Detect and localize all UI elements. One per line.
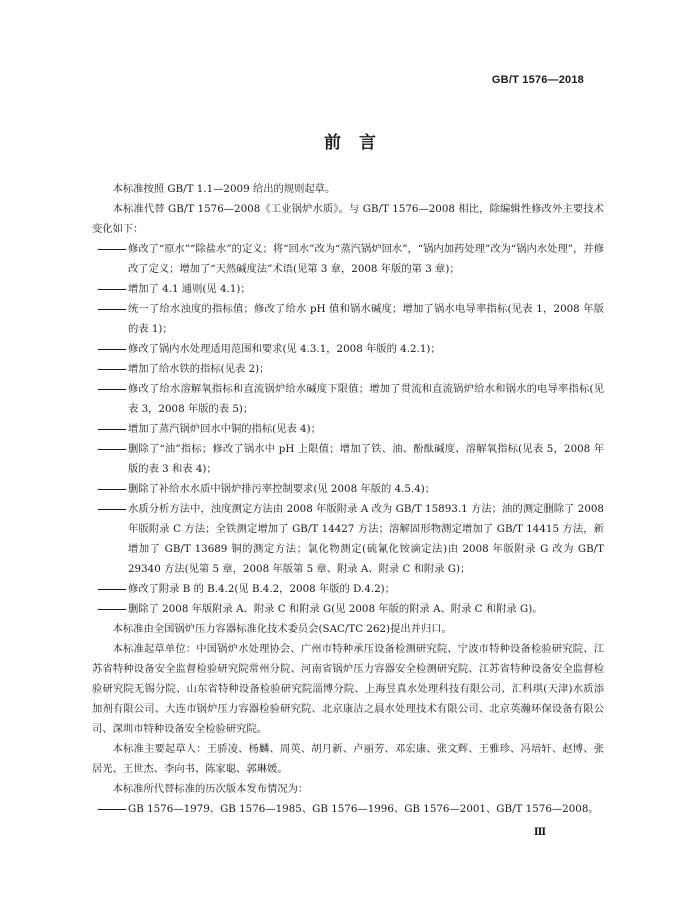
- dash-marker: [98, 429, 126, 430]
- dash-marker: [98, 389, 126, 390]
- foreword-body: [92, 179, 604, 819]
- change-item: [92, 379, 604, 419]
- dash-marker: [98, 369, 126, 370]
- dash-marker: [98, 809, 126, 810]
- change-item: [92, 579, 604, 599]
- change-item: [92, 339, 604, 359]
- change-item-text: 删除了 2008 年版附录 A、附录 C 和附录 G(见 2008 年版的附录 A、附录 C 和附录 G)。: [128, 603, 543, 615]
- change-item: [92, 279, 604, 299]
- page-number: Ⅲ: [533, 827, 546, 838]
- changes-list: [92, 239, 604, 619]
- change-item-text: 修改了锅内水处理适用范围和要求(见 4.3.1，2008 年版的 4.2.1)；: [128, 343, 441, 355]
- change-item: [92, 479, 604, 499]
- change-item: [92, 599, 604, 619]
- dash-marker: [98, 349, 126, 350]
- drafting-units-paragraph: 本标准起草单位：中国锅炉水处理协会、广州市特种承压设备检测研究院、宁波市特种设备检验研究院、江苏省特种设备安全监督检验研究院常州分院、河南省锅炉压力容器安全检测研究院、江苏省特种设备安全监督检验研究院无锡分院、山东省特种设备检验研究院淄博分院、上海昱真水处理科技有限公司、汇科琪(天津)水质添加剂有限公司、大连市锅炉压力容器检验研究院、北京康洁之晨水处理技术有限公司、北京英瀚环保设备有限公司、深圳市特种设备安全检验研究院。: [92, 643, 604, 735]
- change-item-text: 删除了补给水水质中锅炉排污率控制要求(见 2008 年版的 4.5.4)；: [128, 483, 436, 495]
- history-item: [92, 799, 604, 819]
- dash-marker: [98, 449, 126, 450]
- change-item-text: 修改了给水溶解氧指标和直流锅炉给水碱度下限值；增加了贯流和直流锅炉给水和锅水的电导率指标(见表 3，2008 年版的表 5)；: [128, 383, 604, 415]
- change-item-text: 统一了给水浊度的指标值；修改了给水 pH 值和锅水碱度；增加了锅水电导率指标(见表 1，2008 年版的表 1)；: [128, 303, 604, 335]
- dash-marker: [98, 609, 126, 610]
- change-item-text: 修改了附录 B 的 B.4.2(见 B.4.2，2008 年版的 D.4.2)；: [128, 583, 395, 595]
- change-item-text: 增加了给水铁的指标(见表 2)；: [128, 363, 270, 375]
- history-intro-paragraph: 本标准所代替标准的历次版本发布情况为：: [112, 783, 309, 795]
- dash-marker: [98, 589, 126, 590]
- change-item-text: 删除了“油”指标；修改了锅水中 pH 上限值；增加了铁、油、酚酞碱度、溶解氧指标(见表 5，2008 年版的表 3 和表 4)；: [128, 443, 604, 475]
- change-item: [92, 299, 604, 339]
- standard-code: GB/T 1576—2018: [491, 74, 584, 86]
- change-item: [92, 419, 604, 439]
- change-item-text: 水质分析方法中，浊度测定方法由 2008 年版附录 A 改为 GB/T 15893.1 方法；油的测定删除了 2008 年版附录 C 方法；全铁测定增加了 GB/T 14427 方法；溶解固形物测定增加了 GB/T 14415 方法，新增加了 GB/T 13689 铜的测定方法；氯化物测定(硫氰化铵滴定法)由 2008 年版附录 G 改为 GB/T 29340 方法(见第 5 章，2008 年版第 5 章、附录 A、附录 C 和附录 G)；: [128, 503, 604, 575]
- dash-marker: [98, 509, 126, 510]
- dash-marker: [98, 309, 126, 310]
- change-item: [92, 499, 604, 579]
- replacement-paragraph: 本标准代替 GB/T 1576—2008《工业锅炉水质》。与 GB/T 1576—2008 相比，除编辑性修改外主要技术变化如下：: [92, 203, 604, 235]
- change-item-text: 增加了 4.1 通则(见 4.1)；: [128, 283, 251, 295]
- change-item-text: 增加了蒸汽锅炉回水中铜的指标(见表 4)；: [128, 423, 321, 435]
- history-item-text: GB 1576—1979、GB 1576—1985、GB 1576—1996、GB 1576—2001、GB/T 1576—2008。: [128, 803, 599, 815]
- dash-marker: [98, 489, 126, 490]
- change-item: [92, 239, 604, 279]
- drafting-rules-paragraph: 本标准按照 GB/T 1.1—2009 给出的规则起草。: [112, 183, 336, 195]
- proposal-paragraph: 本标准由全国锅炉压力容器标准化技术委员会(SAC/TC 262)提出并归口。: [112, 623, 452, 635]
- drafters-paragraph: 本标准主要起草人：王骄凌、杨麟、周英、胡月新、卢丽芳、邓宏康、张文辉、王雅珍、冯培轩、赵博、张居光、王世杰、李向书、陈家聪、郭琳媛。: [92, 743, 604, 775]
- history-list: [92, 799, 604, 819]
- dash-marker: [98, 249, 126, 250]
- dash-marker: [98, 289, 126, 290]
- page-title: 前言: [324, 133, 394, 153]
- change-item: [92, 439, 604, 479]
- change-item: [92, 359, 604, 379]
- change-item-text: 修改了“原水”“除盐水”的定义；将“回水”改为“蒸汽锅炉回水”，“锅内加药处理”改为“锅内水处理”，并修改了定义；增加了“天然碱度法”术语(见第 3 章，2008 年版的第 3 章)；: [128, 243, 604, 275]
